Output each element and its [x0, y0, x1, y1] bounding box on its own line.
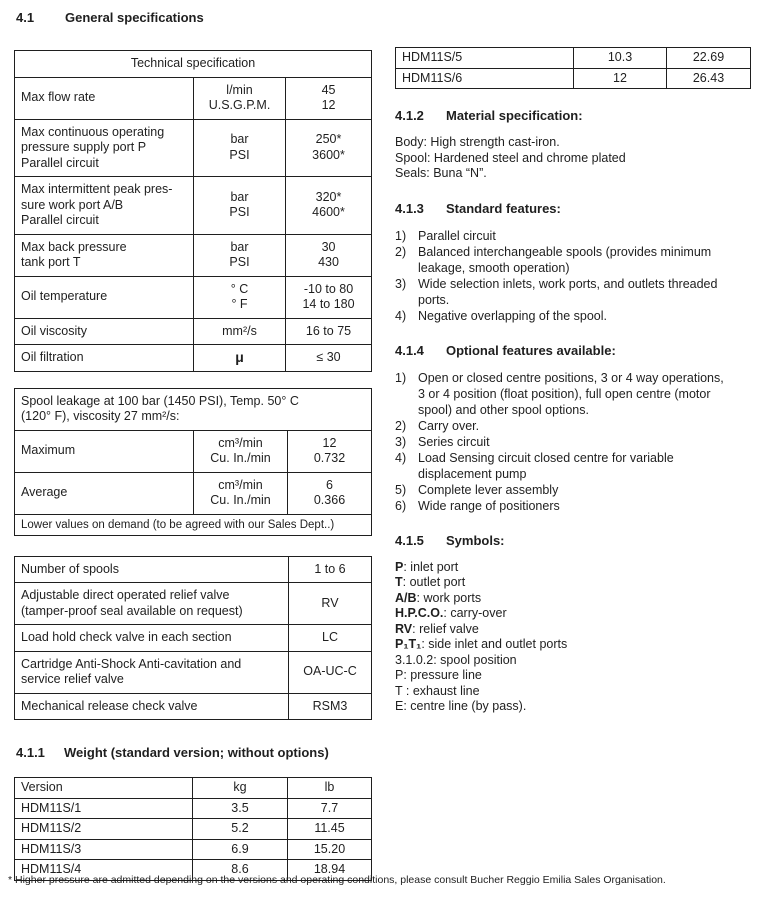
leakage-values: 6 0.366: [288, 472, 372, 514]
option-label: Mechanical release check valve: [15, 693, 289, 720]
weight-version: HDM11S/4: [15, 860, 193, 881]
spec-values: 320* 4600*: [286, 177, 372, 235]
list-item: 3) Series circuit: [395, 434, 490, 449]
symbols-list: [395, 560, 729, 715]
table-row: [15, 839, 372, 860]
weight-col-version: Version: [15, 778, 193, 799]
symbol-line: E: centre line (by pass).: [395, 699, 527, 713]
symbol-line: A/B: work ports: [395, 590, 482, 605]
spec-label: Max back pressure tank port T: [15, 234, 194, 276]
spec-units: l/min U.S.G.P.M.: [194, 77, 286, 119]
leakage-header: Spool leakage at 100 bar (1450 PSI), Temp. 50° C (120° F), viscosity 27 mm²/s:: [15, 388, 372, 430]
table-header-row: [15, 778, 372, 799]
symbol-line: P: inlet port: [395, 559, 459, 574]
list-item: 3) Wide selection inlets, work ports, and outlets threaded ports.: [395, 276, 718, 307]
option-label: Cartridge Anti-Shock Anti-cavitation and service relief valve: [15, 651, 289, 693]
spec-label: Max flow rate: [15, 77, 194, 119]
spec-label: Oil viscosity: [15, 318, 194, 345]
option-code: OA-UC-C: [289, 651, 372, 693]
symbol-line: RV: relief valve: [395, 621, 479, 636]
weight-heading-title: Weight (standard version; without options): [64, 745, 329, 760]
option-code: LC: [289, 625, 372, 652]
weight-heading: [16, 745, 371, 761]
list-item: 6) Wide range of positioners: [395, 498, 560, 513]
section-title: General specifications: [65, 10, 204, 25]
standard-features-number: 4.1.3: [395, 200, 424, 216]
spec-units: bar PSI: [194, 234, 286, 276]
weight-kg: 12: [574, 68, 667, 89]
material-heading-number: 4.1.2: [395, 108, 424, 123]
right-column: [395, 47, 751, 715]
table-row: [15, 583, 372, 625]
weight-lb: 15.20: [288, 839, 372, 860]
option-code: RV: [289, 583, 372, 625]
weight-version: HDM11S/2: [15, 819, 193, 840]
leakage-note: Lower values on demand (to be agreed with our Sales Dept..): [15, 514, 372, 535]
list-item: 1) Open or closed centre positions, 3 or 4 way operations, 3 or 4 position (float position), full open centre (motor spool) and other spool options.: [395, 370, 724, 417]
footnote: * Higher pressure are admitted depending on the versions and operating conditions, please consult Bucher Reggio Emilia Sales Organisation.: [8, 874, 666, 886]
table-header-row: [15, 388, 372, 430]
weight-table-continued: [395, 47, 751, 89]
material-spool-line: Spool: Hardened steel and chrome plated: [395, 150, 626, 165]
material-heading: [395, 108, 751, 124]
weight-version: HDM11S/3: [15, 839, 193, 860]
option-label: Number of spools: [15, 556, 289, 583]
section-heading: [16, 10, 204, 26]
material-heading-title: Material specification:: [446, 108, 583, 123]
table-row: [15, 625, 372, 652]
symbol-line: H.P.C.O.: carry-over: [395, 606, 507, 620]
weight-kg: 6.9: [193, 839, 288, 860]
optional-features-number: 4.1.4: [395, 342, 424, 358]
spec-units: μ: [194, 345, 286, 372]
standard-features-heading: [395, 201, 751, 217]
list-item: 2) Carry over.: [395, 418, 480, 433]
weight-heading-number: 4.1.1: [16, 745, 45, 760]
material-body-line: Body: High strength cast-iron.: [395, 135, 560, 149]
table-title-row: [15, 51, 372, 78]
table-row: [15, 119, 372, 177]
weight-lb: 18.94: [288, 860, 372, 881]
leakage-label: Average: [15, 472, 194, 514]
leakage-values: 12 0.732: [288, 430, 372, 472]
symbol-line: P: pressure line: [395, 668, 482, 682]
weight-lb: 11.45: [288, 819, 372, 840]
symbol-line: T: outlet port: [395, 575, 466, 589]
list-item: 1) Parallel circuit: [395, 228, 496, 243]
symbols-heading-title: Symbols:: [446, 532, 505, 548]
weight-kg: 8.6: [193, 860, 288, 881]
spec-label: Max intermittent peak pres- sure work port A/B Parallel circuit: [15, 177, 194, 235]
weight-version: HDM11S/5: [396, 48, 574, 69]
weight-version: HDM11S/1: [15, 798, 193, 819]
material-lines: [395, 135, 729, 182]
standard-features-list: [395, 228, 729, 324]
spec-values: 30 430: [286, 234, 372, 276]
table-row: [396, 68, 751, 89]
leakage-units: cm³/min Cu. In./min: [194, 430, 288, 472]
optional-features-heading: [395, 343, 751, 359]
table-row: [15, 693, 372, 720]
table-row: [15, 318, 372, 345]
standard-features-title: Standard features:: [446, 200, 561, 216]
leakage-units: cm³/min Cu. In./min: [194, 472, 288, 514]
weight-lb: 7.7: [288, 798, 372, 819]
weight-lb: 22.69: [667, 48, 751, 69]
table-row: [396, 48, 751, 69]
table-row: [15, 234, 372, 276]
option-code: RSM3: [289, 693, 372, 720]
weight-col-kg: kg: [193, 778, 288, 799]
left-column: [14, 50, 371, 881]
weight-lb: 26.43: [667, 68, 751, 89]
spec-values: -10 to 80 14 to 180: [286, 276, 372, 318]
option-code: 1 to 6: [289, 556, 372, 583]
table-row: [15, 77, 372, 119]
table-row: [15, 430, 372, 472]
option-label: Adjustable direct operated relief valve (tamper-proof seal available on request): [15, 583, 289, 625]
weight-kg: 10.3: [574, 48, 667, 69]
symbols-heading-number: 4.1.5: [395, 532, 424, 548]
spec-units: mm²/s: [194, 318, 286, 345]
leakage-label: Maximum: [15, 430, 194, 472]
table-title: Technical specification: [15, 51, 372, 78]
list-item: 4) Load Sensing circuit closed centre for variable displacement pump: [395, 450, 674, 481]
spec-units: bar PSI: [194, 177, 286, 235]
table-row: [15, 472, 372, 514]
symbol-line: T : exhaust line: [395, 683, 480, 698]
symbol-line: P₁T₁: side inlet and outlet ports: [395, 637, 568, 651]
table-row: [15, 177, 372, 235]
list-item: 5) Complete lever assembly: [395, 482, 559, 497]
section-number: 4.1: [16, 10, 35, 25]
spec-label: Oil temperature: [15, 276, 194, 318]
table-row: [15, 798, 372, 819]
valve-options-table: [14, 556, 372, 721]
weight-table: [14, 777, 372, 881]
optional-features-title: Optional features available:: [446, 342, 616, 358]
weight-kg: 3.5: [193, 798, 288, 819]
weight-col-lb: lb: [288, 778, 372, 799]
list-item: 2) Balanced interchangeable spools (provides minimum leakage, smooth operation): [395, 244, 712, 275]
spec-values: 250* 3600*: [286, 119, 372, 177]
spec-units: ° C ° F: [194, 276, 286, 318]
spec-values: 16 to 75: [286, 318, 372, 345]
weight-version: HDM11S/6: [396, 68, 574, 89]
spool-leakage-table: [14, 388, 372, 536]
spec-values: 45 12: [286, 77, 372, 119]
spec-label: Oil filtration: [15, 345, 194, 372]
material-seals-line: Seals: Buna “N”.: [395, 166, 487, 180]
symbols-heading: [395, 533, 751, 549]
optional-features-list: [395, 370, 729, 514]
option-label: Load hold check valve in each section: [15, 625, 289, 652]
table-row: [15, 651, 372, 693]
list-item: 4) Negative overlapping of the spool.: [395, 308, 608, 323]
weight-kg: 5.2: [193, 819, 288, 840]
spec-label: Max continuous operating pressure supply port P Parallel circuit: [15, 119, 194, 177]
table-row: [15, 276, 372, 318]
table-row: [15, 345, 372, 372]
spec-units: bar PSI: [194, 119, 286, 177]
table-row: [15, 556, 372, 583]
table-row: [15, 819, 372, 840]
technical-specification-table: [14, 50, 372, 372]
symbol-line: 3.1.0.2: spool position: [395, 652, 517, 667]
table-note-row: [15, 514, 372, 535]
spec-values: ≤ 30: [286, 345, 372, 372]
